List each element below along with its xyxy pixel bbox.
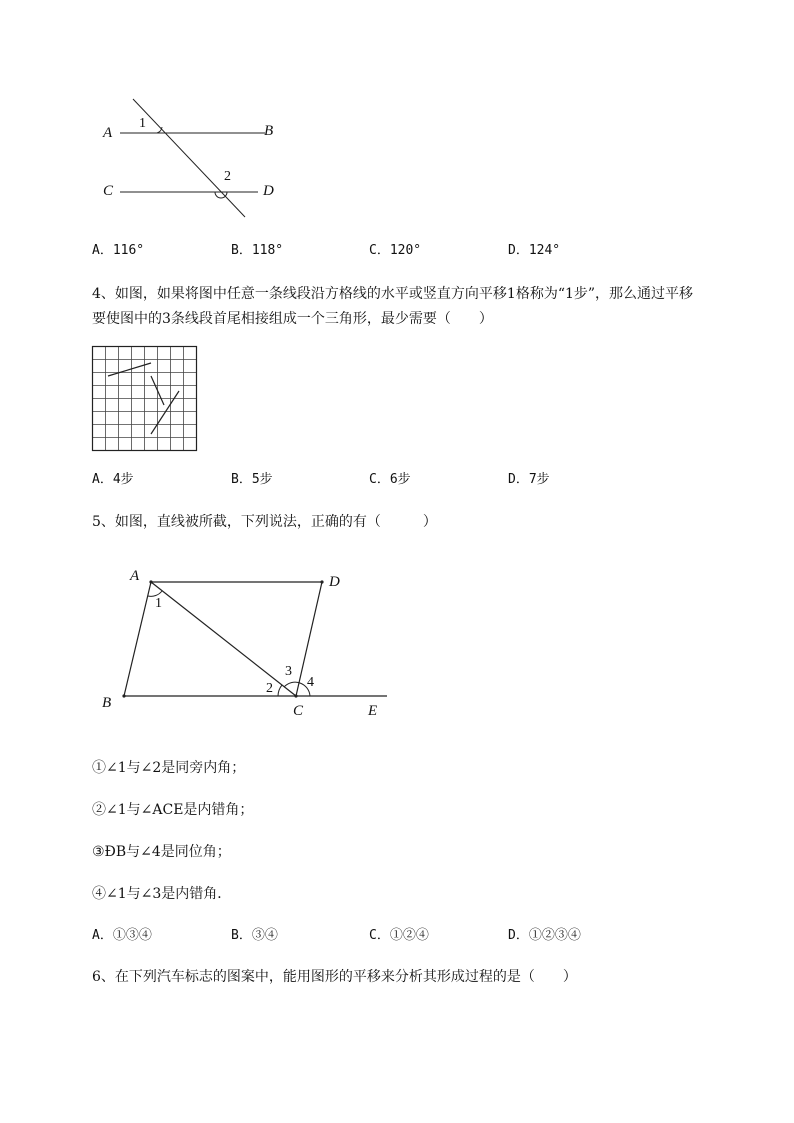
- q3-option-c: C．120°: [369, 243, 422, 258]
- point-d: [320, 580, 323, 583]
- q5-quadrilateral-figure: [100, 565, 400, 725]
- q5-option-c: C．①②④: [369, 928, 429, 943]
- q4-option-b: B．5步: [231, 472, 273, 487]
- point-a: [149, 580, 152, 583]
- q5-label-d: D: [329, 574, 340, 590]
- q5-label-b: B: [102, 695, 112, 711]
- q4-option-c: C．6步: [369, 472, 411, 487]
- q4-grid-figure: [92, 346, 198, 452]
- q3-option-d: D．124°: [508, 243, 561, 258]
- q3-label-d: D: [263, 183, 274, 199]
- q4-option-a: A．4步: [92, 472, 134, 487]
- q5-statement-4: ④∠1与∠3是内错角．: [92, 886, 232, 902]
- q5-statement-3: ③ÐB与∠4是同位角；: [92, 844, 231, 860]
- q5-angle4-label: 4: [307, 675, 314, 690]
- q5-stem: 5、如图，直线被所截，下列说法，正确的有（ ）: [92, 514, 437, 530]
- q4-option-d: D．7步: [508, 472, 550, 487]
- q3-parallel-lines-figure: [95, 95, 295, 225]
- q3-label-a: A: [103, 125, 113, 141]
- q6-stem: 6、在下列汽车标志的图案中，能用图形的平移来分析其形成过程的是（ ）: [92, 969, 577, 985]
- grid-lines: [93, 347, 197, 451]
- q3-angle1-label: 1: [139, 116, 146, 131]
- q5-angle1-label: 1: [155, 596, 162, 611]
- q3-option-a: A．116°: [92, 243, 145, 258]
- q5-label-a: A: [130, 568, 140, 584]
- q5-label-c: C: [293, 703, 304, 719]
- q3-label-b: B: [264, 123, 274, 139]
- segment-3: [151, 391, 179, 434]
- q4-stem-line1: 4、如图，如果将图中任意一条线段沿方格线的水平或竖直方向平移1格称为“1步”，那么通过平移: [92, 286, 694, 302]
- side-ab: [124, 582, 151, 696]
- q5-angle2-label: 2: [266, 681, 273, 696]
- q3-label-c: C: [103, 183, 114, 199]
- q3-option-b: B．118°: [231, 243, 284, 258]
- q5-option-b: B．③④: [231, 928, 278, 943]
- q5-angle3-label: 3: [285, 664, 292, 679]
- angle1-arc: [157, 127, 162, 133]
- q5-option-d: D．①②③④: [508, 928, 581, 943]
- q5-label-e: E: [368, 703, 378, 719]
- angle2-arc: [278, 685, 282, 696]
- point-b: [122, 694, 125, 697]
- q5-statement-1: ①∠1与∠2是同旁内角；: [92, 760, 246, 776]
- point-c: [294, 694, 297, 697]
- diagonal-ac: [151, 582, 296, 696]
- q3-angle2-label: 2: [224, 169, 231, 184]
- angle2-arc: [215, 192, 227, 198]
- q5-option-a: A．①③④: [92, 928, 152, 943]
- transversal-line: [133, 99, 245, 217]
- q5-statement-2: ②∠1与∠ACE是内错角；: [92, 802, 254, 818]
- q4-stem-line2: 要使图中的3条线段首尾相接组成一个三角形，最少需要（ ）: [92, 311, 493, 327]
